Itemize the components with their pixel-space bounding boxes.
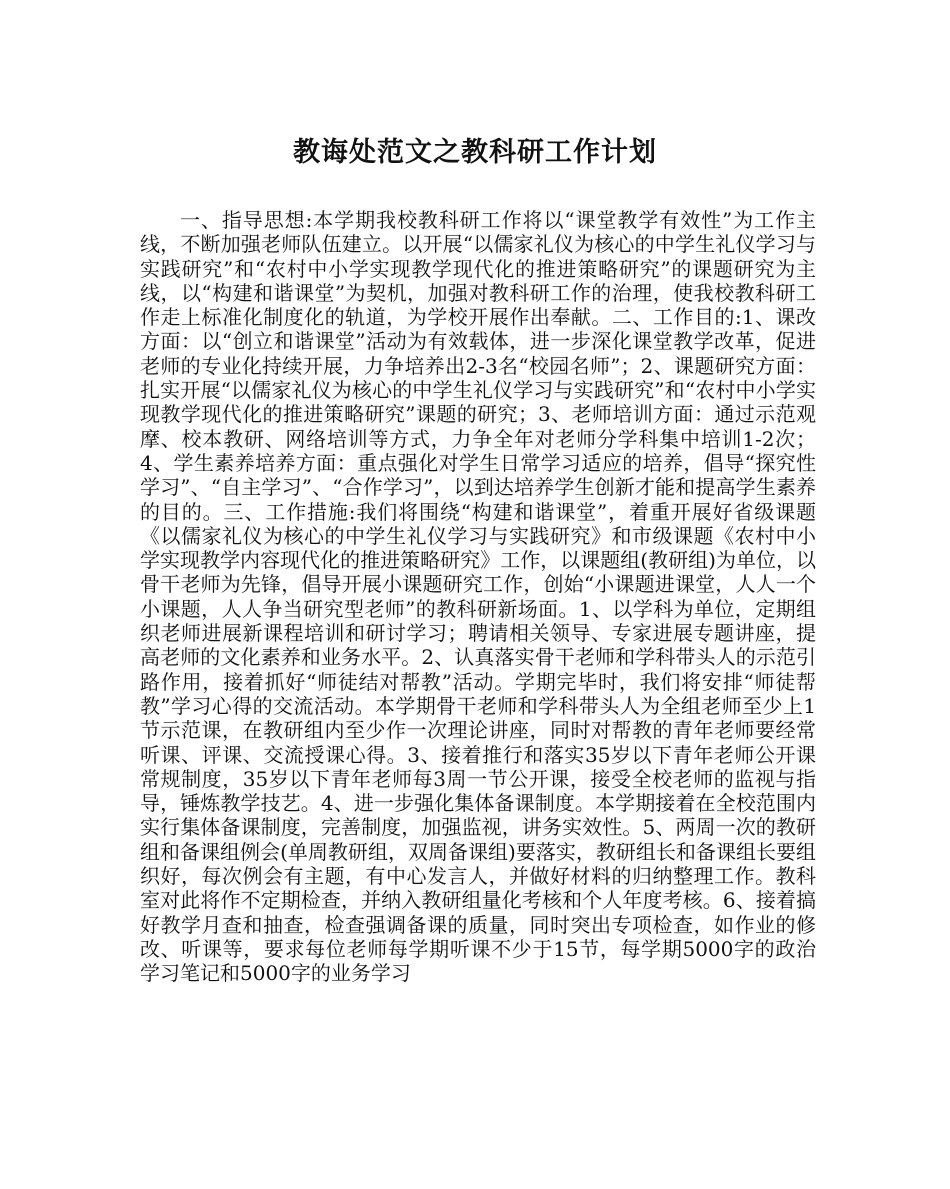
document-body-paragraph: 一、指导思想:本学期我校教科研工作将以“课堂教学有效性”为工作主线，不断加强老师队伍建立。以开展“以儒家礼仪为核心的中学生礼仪学习与实践研究”和“农村中小学实现教学现代化的推进策略研究”的课题研究为主线，以“构建和谐课堂”为契机，加强对教科研工作的治理，使我校教科研工作走上标准化制度化的轨道，为学校开展作出奉献。二、工作目的:1、课改方面：以“创立和谐课堂”活动为有效载体，进一步深化课堂教学改革，促进老师的专业化持续开展，力争培养出2-3名“校园名师”；2、课题研究方面：扎实开展“以儒家礼仪为核心的中学生礼仪学习与实践研究”和“农村中小学实现教学现代化的推进策略研究”课题的研究；3、老师培训方面：通过示范观摩、校本教研、网络培训等方式，力争全年对老师分学科集中培训1-2次；4、学生素养培养方面：重点强化对学生日常学习适应的培养，倡导“探究性学习”、“自主学习”、“合作学习”，以到达培养学生创新才能和提高学生素养的目的。三、工作措施:我们将围绕“构建和谐课堂”，着重开展好省级课题《以儒家礼仪为核心的中学生礼仪学习与实践研究》和市级课题《农村中小学实现教学内容现代化的推进策略研究》工作，以课题组(教研组)为单位，以骨干老师为先锋，倡导开展小课题研究工作，创始“小课题进课堂，人人一个小课题，人人争当研究型老师”的教科研新场面。1、以学科为单位，定期组织老师进展新课程培训和研讨学习；聘请相关领导、专家进展专题讲座，提高老师的文化素养和业务水平。2、认真落实骨干老师和学科带头人的示范引路作用，接着抓好“师徒结对帮教”活动。学期完毕时，我们将安排“师徒帮教”学习心得的交流活动。本学期骨干老师和学科带头人为全组老师至少上1节示范课，在教研组内至少作一次理论讲座，同时对帮教的青年老师要经常听课、评课、交流授课心得。3、接着推行和落实35岁以下青年老师公开课常规制度，35岁以下青年老师每3周一节公开课，接受全校老师的监视与指导，锤炼教学技艺。4、进一步强化集体备课制度。本学期接着在全校范围内实行集体备课制度，完善制度，加强监视，讲务实效性。5、两周一次的教研组和备课组例会(单周教研组，双周备课组)要落实，教研组长和备课组长要组织好，每次例会有主题，有中心发言人，并做好材料的归纳整理工作。教科室对此将作不定期检查，并纳入教研组量化考核和个人年度考核。6、接着搞好教学月查和抽查，检查强调备课的质量，同时突出专项检查，如作业的修改、听课等，要求每位老师每学期听课不少于15节，每学期5000字的政治学习笔记和5000字的业务学习 [140,208,816,986]
document-title: 教诲处范文之教科研工作计划 [293,137,657,168]
